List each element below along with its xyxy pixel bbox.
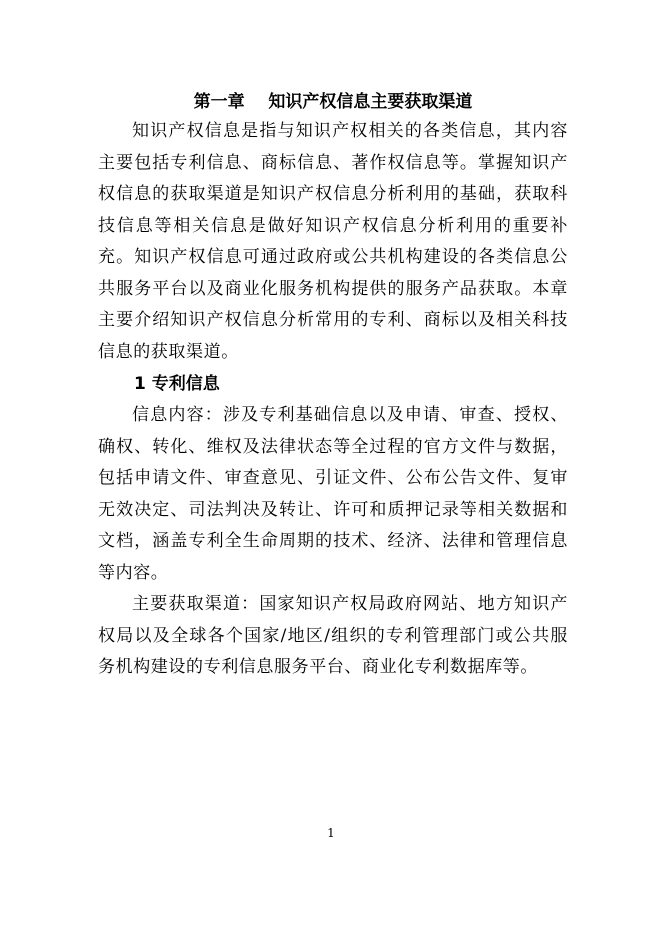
chapter-title: 第一章 知识产权信息主要获取渠道 (193, 92, 473, 112)
section-heading-patent-info: 1 专利信息 (134, 374, 220, 394)
chapter-intro-paragraph: 知识产权信息是指与知识产权相关的各类信息，其内容主要包括专利信息、商标信息、著作权信息等。掌握知识产权信息的获取渠道是知识产权信息分析利用的基础，获取科技信息等相关信息是做好知识产权信息分析利用的重要补充。知识产权信息可通过政府或公共机构建设的各类信息公共服务平台以及商业化服务机构提供的服务产品获取。本章主要介绍知识产权信息分析常用的专利、商标以及相关科技信息的获取渠道。 (98, 121, 568, 362)
patent-info-content-paragraph: 信息内容：涉及专利基础信息以及申请、审查、授权、确权、转化、维权及法律状态等全过程的官方文件与数据，包括申请文件、审查意见、引证文件、公布公告文件、复审无效决定、司法判决及转让、许可和质押记录等相关数据和文档，涵盖专利全生命周期的技术、经济、法律和管理信息等内容。 (98, 405, 568, 583)
page-body (98, 88, 568, 684)
page-number: 1 (327, 826, 335, 840)
patent-info-channel-paragraph: 主要获取渠道：国家知识产权局政府网站、地方知识产权局以及全球各个国家/地区/组织的专利管理部门或公共服务机构建设的专利信息服务平台、商业化专利数据库等。 (98, 594, 568, 677)
